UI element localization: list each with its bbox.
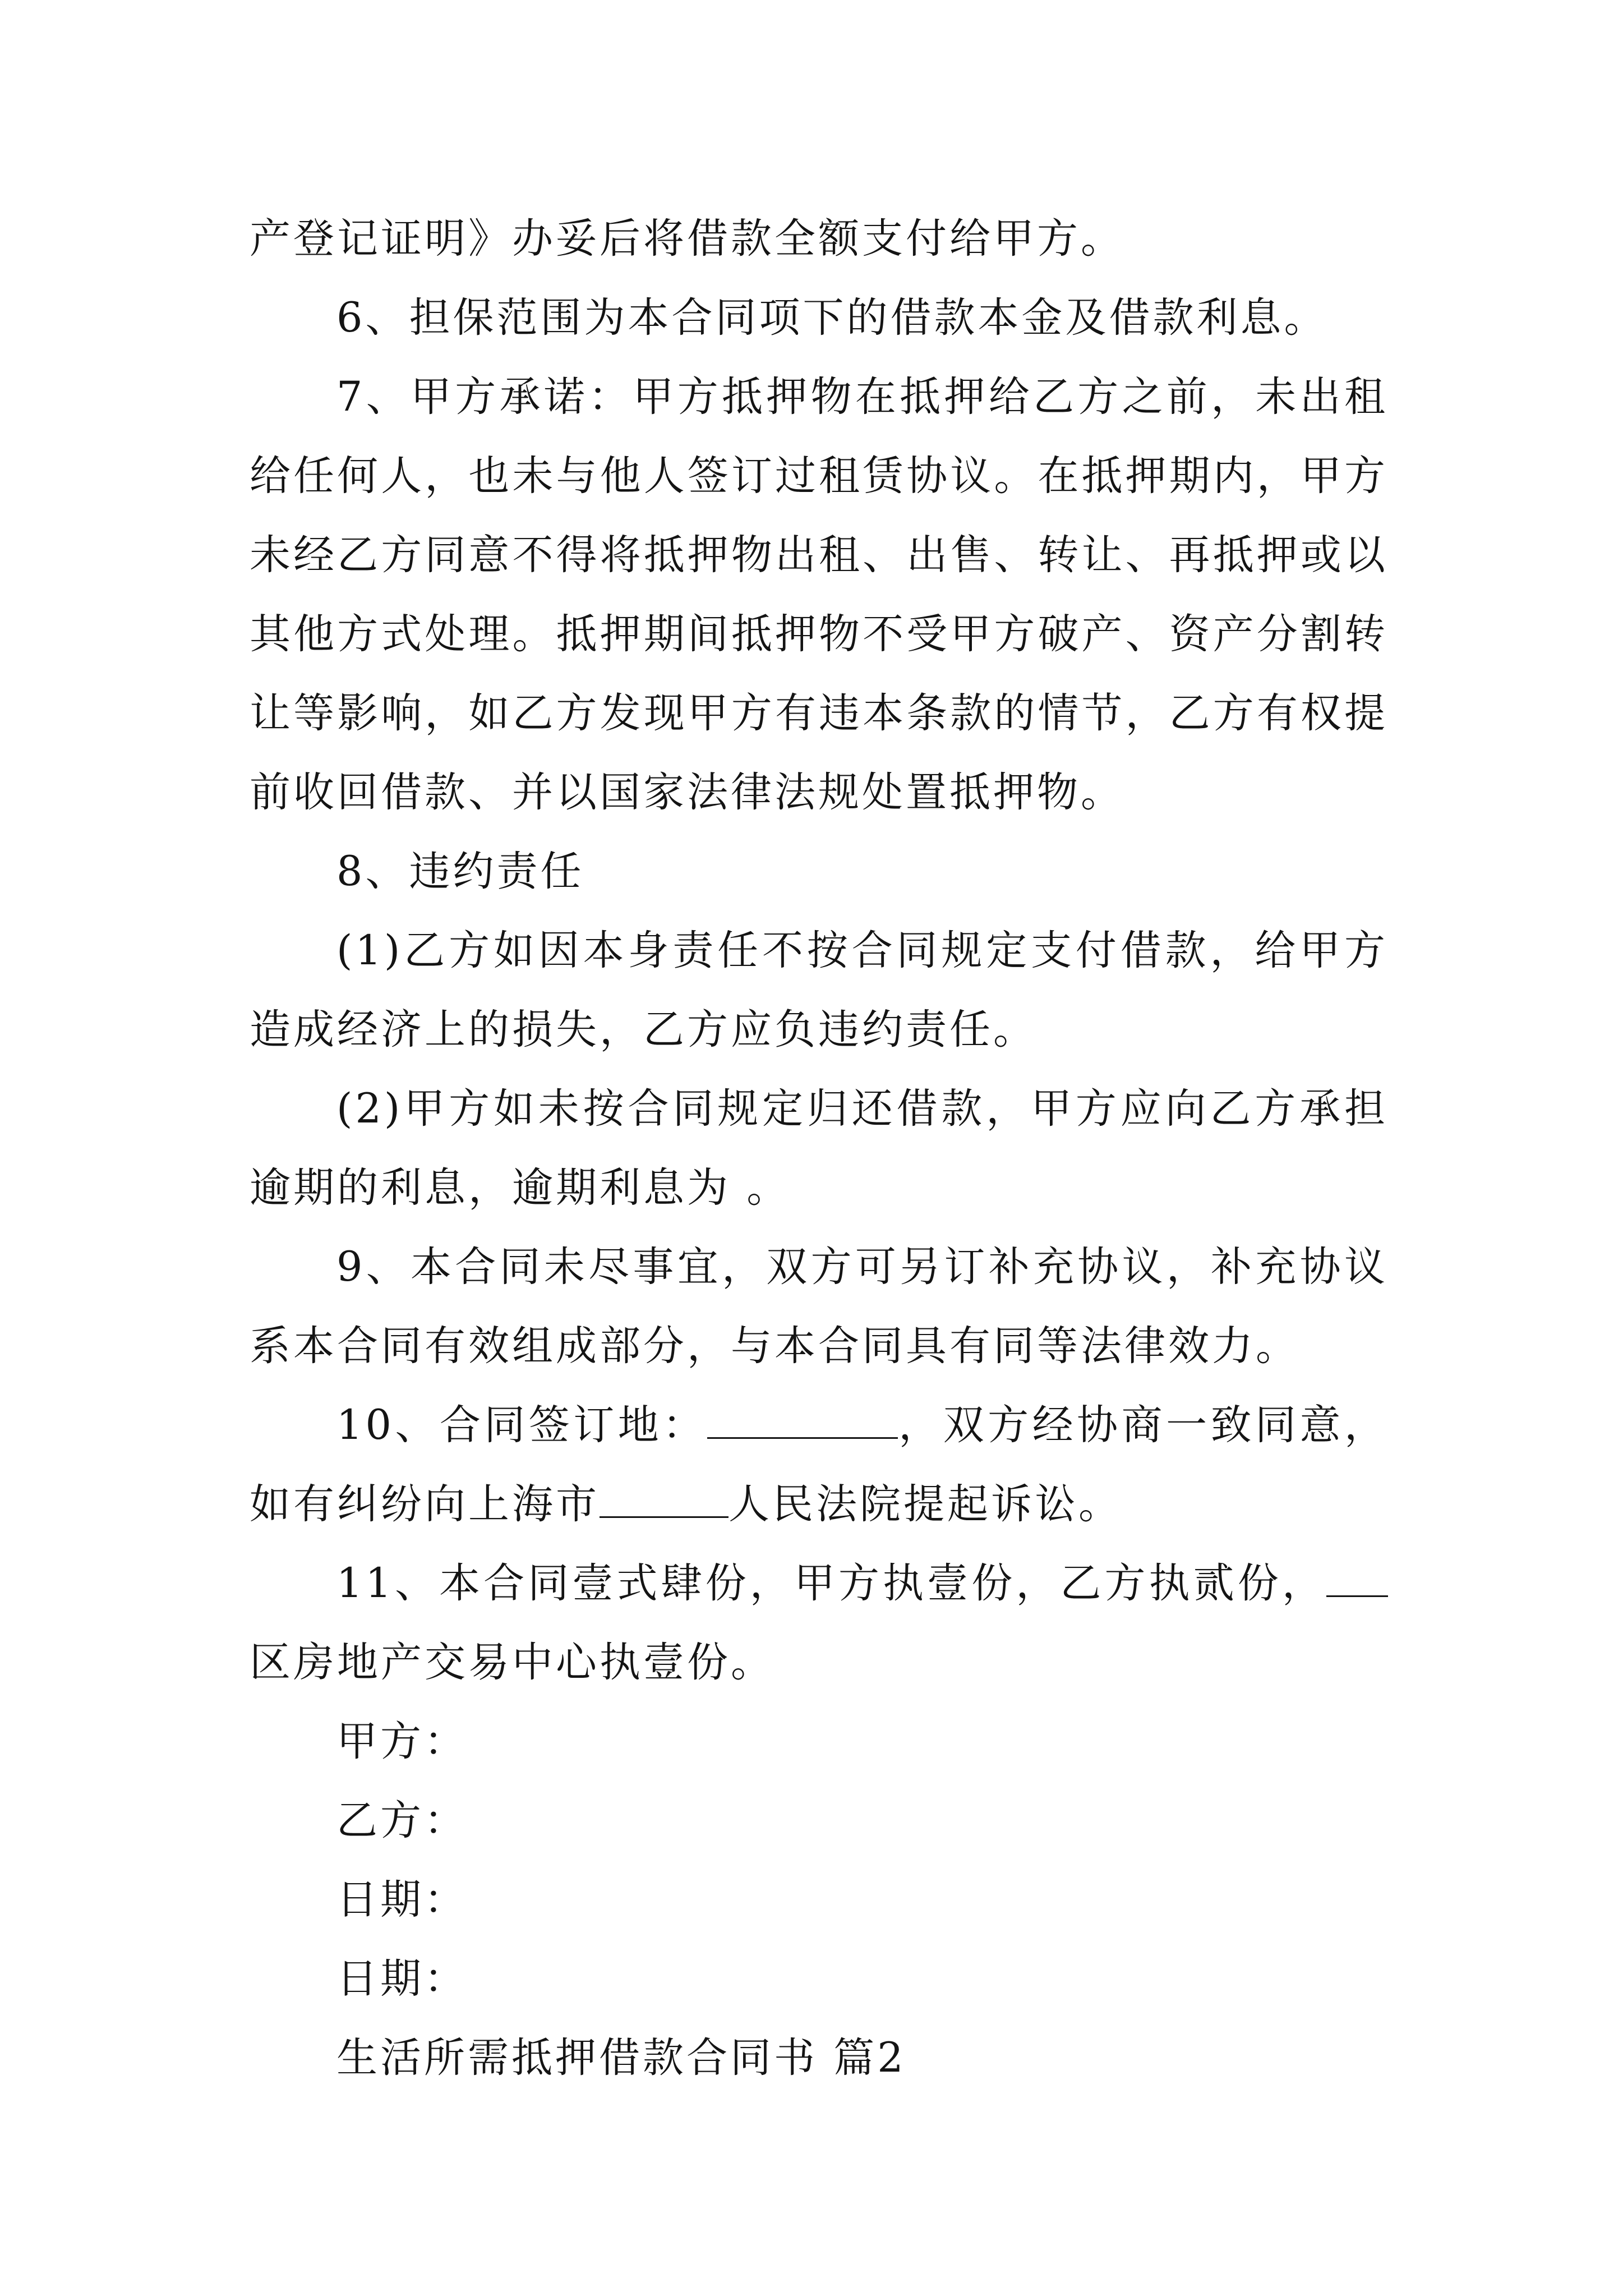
clause-9-supplementary: 9、本合同未尽事宜，双方可另订补充协议，补充协议系本合同有效组成部分，与本合同具有同等法律效力。 (250, 1243, 1388, 1370)
clause-8-breach-liability: 8、违约责任 (336, 848, 584, 895)
clause-10-text-3: 人民法院提起诉讼。 (728, 1480, 1122, 1528)
court-name-blank[interactable] (600, 1476, 728, 1518)
clause-10-text-2: ，双方经协商一致同意，如有纠纷向上海市 (250, 1401, 1389, 1528)
clause-10-signing-place (250, 1386, 1388, 1544)
clause-10-text-1: 10、合同签订地： (336, 1401, 707, 1449)
signature-party-a: 甲方： (336, 1718, 468, 1765)
next-section-title: 生活所需抵押借款合同书 篇2 (336, 2034, 906, 2082)
signature-party-b: 乙方： (336, 1797, 468, 1844)
district-blank[interactable] (1326, 1555, 1388, 1597)
clause-6-guarantee-scope: 6、担保范围为本合同项下的借款本金及借款利息。 (336, 294, 1328, 342)
signature-date-2: 日期： (336, 1955, 468, 2003)
clause-8-item-2: (2)甲方如未按合同规定归还借款，甲方应向乙方承担逾期的利息，逾期利息为 。 (250, 1085, 1388, 1212)
clause-7-party-a-commitment: 7、甲方承诺：甲方抵押物在抵押给乙方之前，未出租给任何人，也未与他人签订过租赁协议。在抵押期内，甲方未经乙方同意不得将抵押物出租、出售、转让、再抵押或以其他方式处理。抵押期间抵押物不受甲方破产、资产分割转让等影响，如乙方发现甲方有违本条款的情节，乙方有权提前收回借款、并以国家法律法规处置抵押物。 (250, 373, 1388, 816)
clause-11-text-2: 区房地产交易中心执壹份。 (250, 1639, 774, 1686)
signing-place-blank[interactable] (707, 1397, 898, 1439)
clause-8-item-1: (1)乙方如因本身责任不按合同规定支付借款，给甲方造成经济上的损失，乙方应负违约责任。 (250, 927, 1388, 1053)
document-body (250, 199, 1388, 2097)
signature-date-1: 日期： (336, 1876, 468, 1924)
clause-11-text-1: 11、本合同壹式肆份，甲方执壹份，乙方执贰份， (336, 1559, 1326, 1607)
paragraph-continuation: 产登记证明》办妥后将借款全额支付给甲方。 (250, 215, 1124, 263)
clause-11-copies (250, 1544, 1388, 1702)
